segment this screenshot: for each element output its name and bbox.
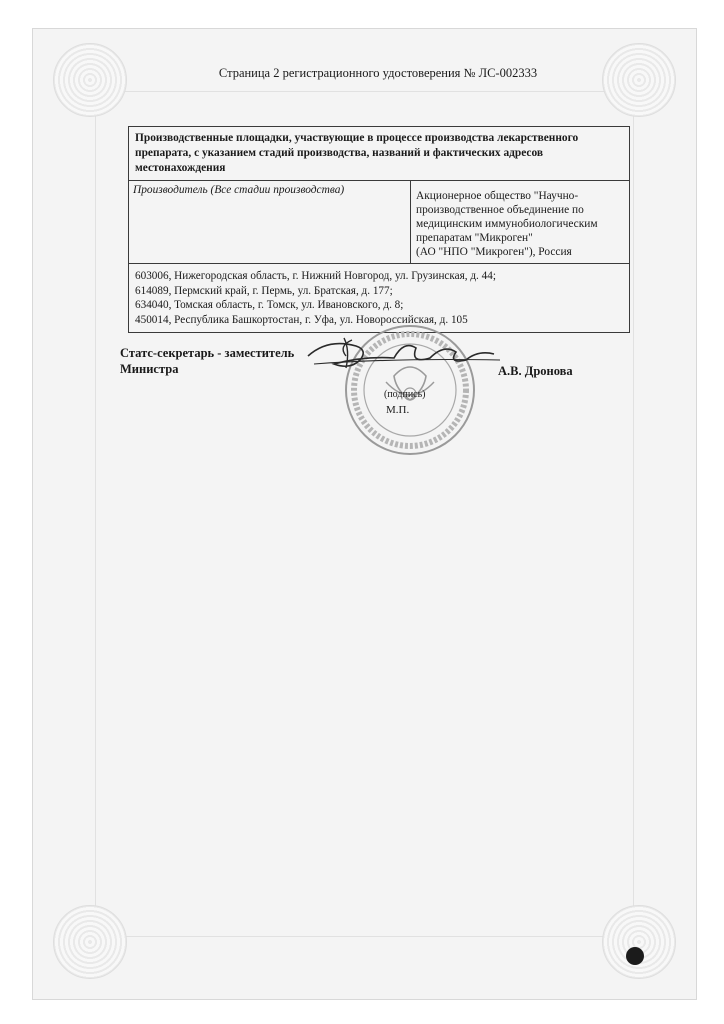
producer-name	[411, 181, 629, 263]
address-item: 603006, Нижегородская область, г. Нижний Новгород, ул. Грузинская, д. 44;	[135, 270, 496, 282]
producer-row	[129, 181, 629, 264]
signature-icon	[304, 330, 504, 378]
producer-name-line: Акционерное общество "Научно-	[416, 190, 579, 202]
signer-title-line: Министра	[120, 362, 179, 376]
table-heading: Производственные площадки, участвующие в процессе производства лекарственного препарата, с указанием стадий производства, названий и фактических адресов местонахождения	[129, 127, 629, 181]
producer-label: Производитель (Все стадии производства)	[129, 181, 411, 263]
corner-rosette-icon	[53, 43, 127, 117]
producer-name-line: (АО "НПО "Микроген"), Россия	[416, 246, 572, 258]
corner-rosette-icon	[602, 905, 676, 979]
signer-name: А.В. Дронова	[498, 364, 573, 378]
production-sites-table	[128, 126, 630, 333]
producer-name-line: препаратам "Микроген"	[416, 232, 533, 244]
producer-name-line: производственное объединение по	[416, 204, 584, 216]
page-title: Страница 2 регистрационного удостоверения № ЛС-002333	[218, 66, 538, 80]
producer-name-line: медицинским иммунобиологическим	[416, 218, 598, 230]
signer-title-line: Статс-секретарь - заместитель	[120, 346, 295, 360]
punch-hole	[626, 947, 644, 965]
address-item: 614089, Пермский край, г. Пермь, ул. Братская, д. 177;	[135, 284, 393, 297]
address-item: 634040, Томская область, г. Томск, ул. Ивановского, д. 8;	[135, 299, 404, 311]
signer-title	[120, 345, 294, 377]
corner-rosette-icon	[53, 905, 127, 979]
stamp-label: М.П.	[386, 404, 410, 416]
address-item: 450014, Республика Башкортостан, г. Уфа, ул. Новороссийская, д. 105	[135, 313, 468, 326]
signature-caption: (подпись)	[384, 389, 426, 400]
